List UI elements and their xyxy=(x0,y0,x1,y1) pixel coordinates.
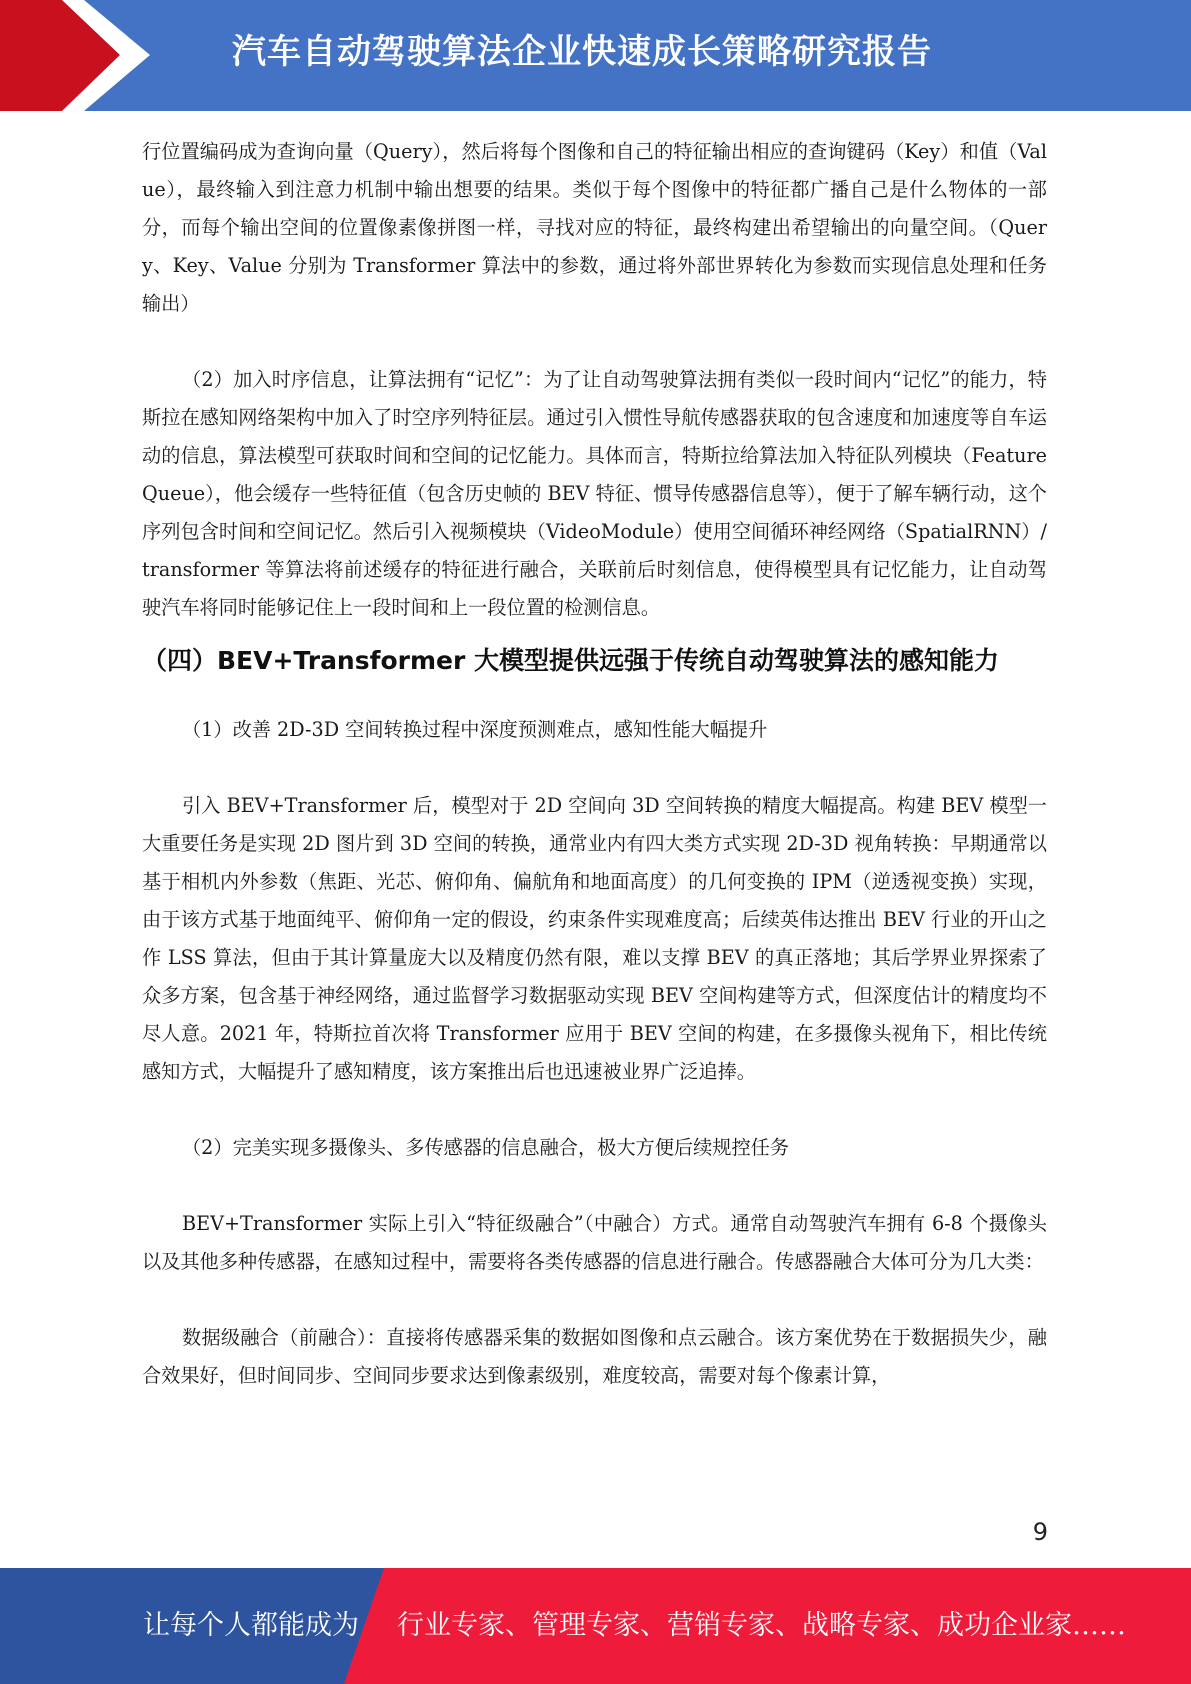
paragraph-temporal-memory: （2）加入时序信息，让算法拥有“记忆”：为了让自动驾驶算法拥有类似一段时间内“记忆”的能力，特斯拉在感知网络架构中加入了时空序列特征层。通过引入惯性导航传感器获取的包含速度和加速度等自车运动的信息，算法模型可获取时间和空间的记忆能力。具体而言，特斯拉给算法加入特征队列模块（FeatureQueue），他会缓存一些特征值（包含历史帧的 BEV 特征、惯导传感器信息等），便于了解车辆行动，这个序列包含时间和空间记忆。然后引入视频模块（VideoModule）使用空间循环神经网络（SpatialRNN）/transformer 等算法将前述缓存的特征进行融合，关联前后时刻信息，使得模型具有记忆能力，让自动驾驶汽车将同时能够记住上一段时间和上一段位置的检测信息。 xyxy=(142,368,1047,619)
section-heading: （四）BEV+Transformer 大模型提供远强于传统自动驾驶算法的感知能力 xyxy=(142,646,1000,675)
footer-slogan-right: 行业专家、管理专家、营销专家、战略专家、成功企业家…… xyxy=(397,1610,1126,1641)
document-body xyxy=(142,133,1047,1395)
paragraph-query-key-value: 行位置编码成为查询向量（Query），然后将每个图像和自己的特征输出相应的查询键码（Key）和值（Value），最终输入到注意力机制中输出想要的结果。类似于每个图像中的特征都广播自己是什么物体的一部分，而每个输出空间的位置像素像拼图一样，寻找对应的特征，最终构建出希望输出的向量空间。（Query、Key、Value 分别为 Transformer 算法中的参数，通过将外部世界转化为参数而实现信息处理和任务输出） xyxy=(142,140,1047,315)
paragraph-feature-fusion: BEV+Transformer 实际上引入“特征级融合”（中融合）方式。通常自动驾驶汽车拥有 6-8 个摄像头以及其他多种传感器，在感知过程中，需要将各类传感器的信息进行融合。传感器融合大体可分为几大类： xyxy=(142,1212,1047,1273)
paragraph-data-level-fusion: 数据级融合（前融合）：直接将传感器采集的数据如图像和点云融合。该方案优势在于数据损失少，融合效果好，但时间同步、空间同步要求达到像素级别，难度较高，需要对每个像素计算， xyxy=(142,1326,1047,1387)
paragraph-bev-transformer: 引入 BEV+Transformer 后，模型对于 2D 空间向 3D 空间转换的精度大幅提高。构建 BEV 模型一大重要任务是实现 2D 图片到 3D 空间的转换，通常业内有四大类方式实现 2D-3D 视角转换：早期通常以基于相机内外参数（焦距、光芯、俯仰角、偏航角和地面高度）的几何变换的 IPM（逆透视变换）实现，由于该方式基于地面纯平、俯仰角一定的假设，约束条件实现难度高；后续英伟达推出 BEV 行业的开山之作 LSS 算法，但由于其计算量庞大以及精度仍然有限，难以支撑 BEV 的真正落地；其后学界业界探索了众多方案，包含基于神经网络，通过监督学习数据驱动实现 BEV 空间构建等方式，但深度估计的精度均不尽人意。2021 年，特斯拉首次将 Transformer 应用于 BEV 空间的构建，在多摄像头视角下，相比传统感知方式，大幅提升了感知精度，该方案推出后也迅速被业界广泛追捧。 xyxy=(142,794,1047,1083)
page-number: 9 xyxy=(1032,1518,1048,1546)
report-title: 汽车自动驾驶算法企业快速成长策略研究报告 xyxy=(232,32,932,72)
subheading-2d-3d: （1）改善 2D-3D 空间转换过程中深度预测难点，感知性能大幅提升 xyxy=(182,718,768,741)
page-header xyxy=(0,0,1191,111)
subheading-sensor-fusion: （2）完美实现多摄像头、多传感器的信息融合，极大方便后续规控任务 xyxy=(182,1136,790,1159)
page-footer xyxy=(0,1568,1191,1684)
footer-slogan-left: 让每个人都能成为 xyxy=(143,1610,359,1641)
